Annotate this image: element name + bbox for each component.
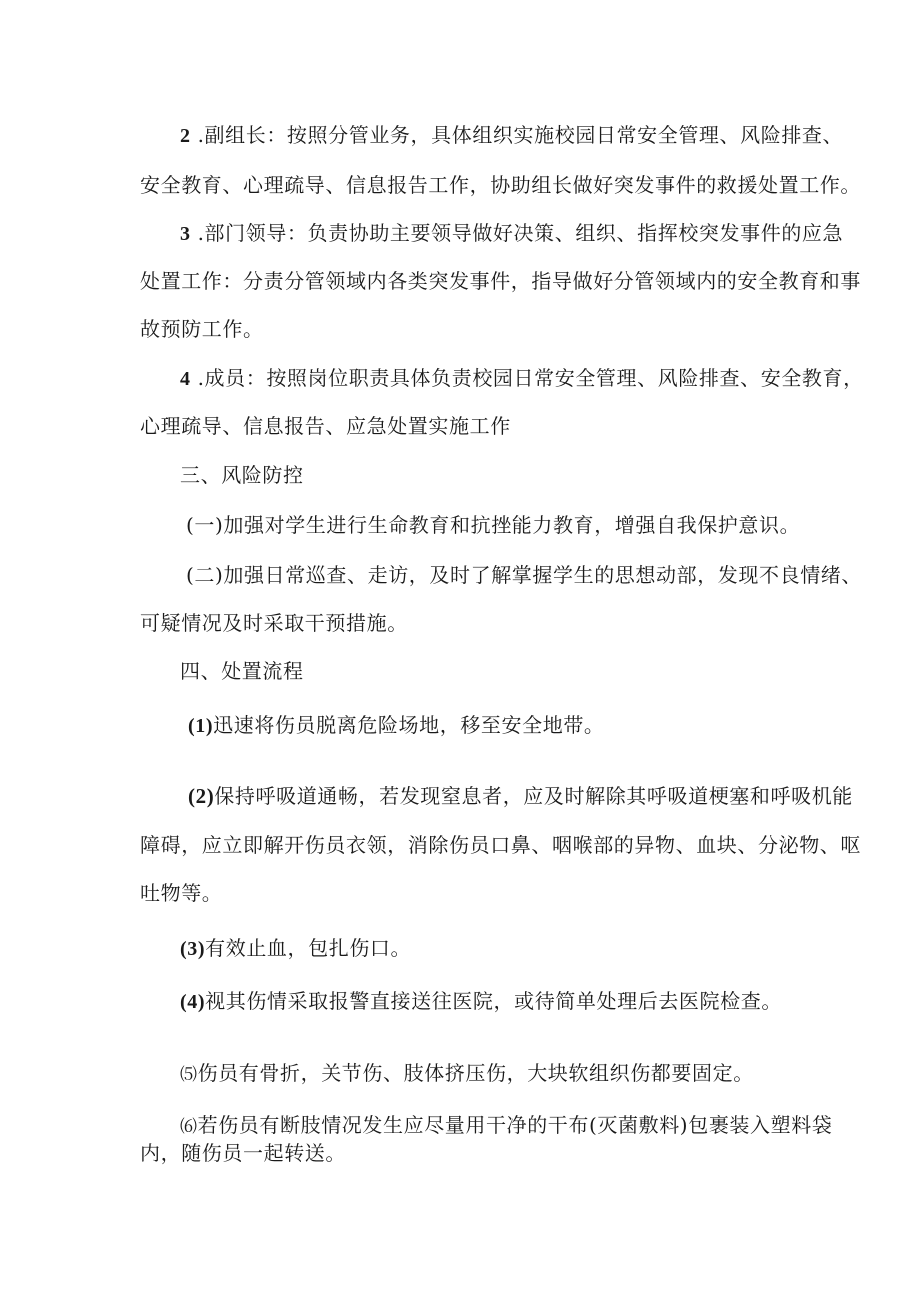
step-4-text: 视其伤情采取报警直接送往医院，或待简单处理后去医院检查。 [205,989,782,1013]
risk-item-1: (一)加强对学生进行生命教育和抗挫能力教育，增强自我保护意识。 [186,513,801,537]
step-6-number: ⑹ [180,1117,198,1137]
step-4-number: (4) [180,991,206,1013]
step-1 [188,712,605,739]
step-3-number: (3) [180,938,206,960]
step-1-text: 迅速将伤员脱离危险场地，移至安全地带。 [213,713,605,737]
step-3-text: 有效止血，包扎伤口。 [205,936,412,960]
deputy-line-2: 安全教育、心理疏导、信息报告工作，协助组长做好突发事件的救援处置工作。 [140,173,861,197]
dept-line-3: 故预防工作。 [140,317,264,341]
step-3 [180,935,411,962]
member-text-1: .成员：按照岗位职责具体负责校园日常安全管理、风险排查、安全教育， [197,366,864,390]
deputy-number: 2 [180,125,191,147]
step-2-line-1 [188,783,853,809]
step-2-line-3: 吐物等。 [140,881,223,905]
member-line-1 [180,365,864,392]
dept-text-1: .部门领导：负责协助主要领导做好决策、组织、指挥校突发事件的应急 [197,221,844,245]
step-4 [180,988,782,1015]
step-1-number: (1) [188,715,214,737]
step-6-text-1: 若伤员有断肢情况发生应尽量用干净的干布(灭菌敷料)包裹装入塑料袋 [197,1113,833,1137]
step-5 [180,1060,754,1088]
member-number: 4 [180,368,191,390]
step-2-text-1: 保持呼吸道通畅，若发现窒息者，应及时解除其呼吸道梗塞和呼吸机能 [214,784,853,808]
step-5-text: 伤员有骨折，关节伤、肢体挤压伤，大块软组织伤都要固定。 [197,1061,754,1085]
step-2-number: (2) [188,784,215,808]
risk-heading: 三、风险防控 [180,463,304,487]
dept-number: 3 [180,223,191,245]
risk-item-2-line-2: 可疑情况及时采取干预措施。 [140,611,408,635]
dept-line-2: 处置工作：分责分管领域内各类突发事件，指导做好分管领域内的安全教育和事 [140,269,861,293]
risk-item-2-line-1: (二)加强日常巡查、走访，及时了解掌握学生的思想动部，发现不良情绪、 [186,563,863,587]
step-6-line-1 [180,1112,832,1140]
process-heading: 四、处置流程 [180,659,304,683]
member-line-2: 心理疏导、信息报告、应急处置实施工作 [140,414,511,438]
deputy-line-1 [180,122,843,149]
dept-line-1 [180,220,843,247]
step-5-number: ⑸ [180,1065,198,1085]
step-2-line-2: 障碍，应立即解开伤员衣领，消除伤员口鼻、咽喉部的异物、血块、分泌物、呕 [140,833,861,857]
step-6-line-2: 内，随伤员一起转送。 [140,1141,346,1165]
deputy-text-1: .副组长：按照分管业务，具体组织实施校园日常安全管理、风险排查、 [197,123,844,147]
